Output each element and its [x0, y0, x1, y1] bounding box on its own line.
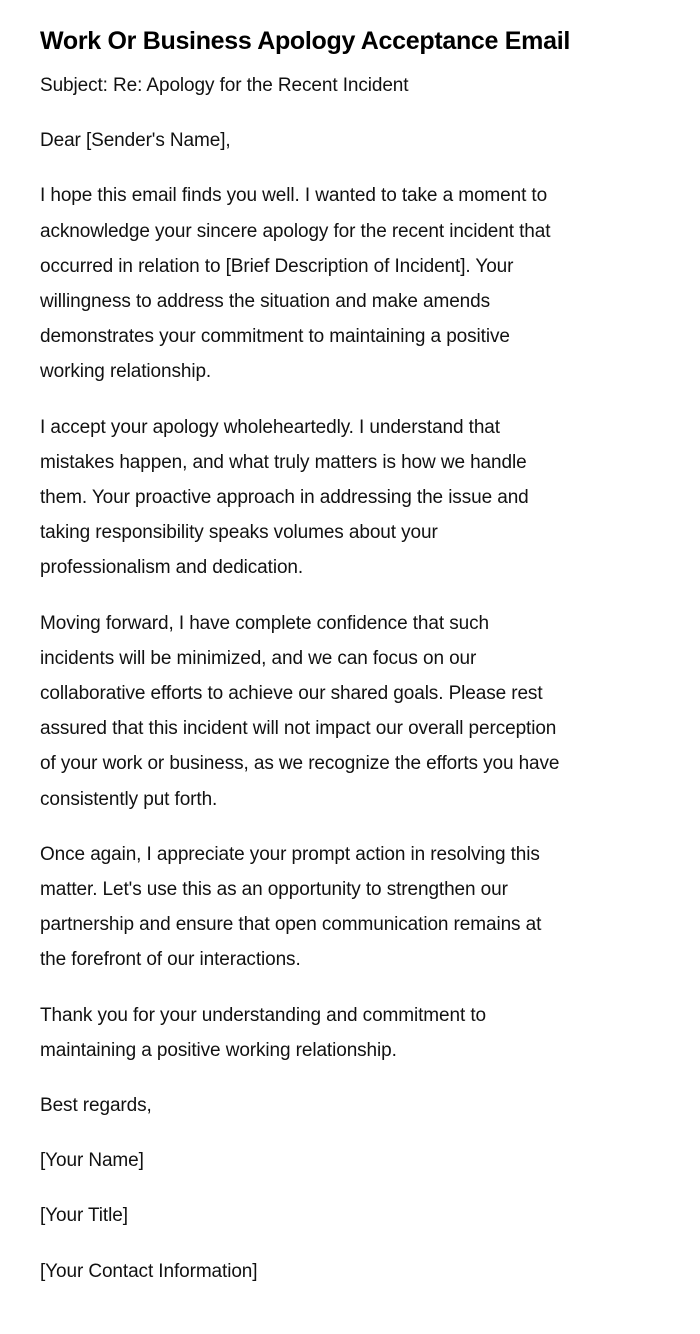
- text-line: I hope this email finds you well. I wanted to take a moment to: [40, 185, 548, 207]
- text-line: working relationship.: [40, 361, 212, 383]
- text-line: demonstrates your commitment to maintaining a positive: [40, 326, 510, 348]
- text-line: acknowledge your sincere apology for the recent incident that: [40, 220, 551, 242]
- text-line: consistently put forth.: [40, 788, 218, 810]
- body-paragraph-3: [40, 606, 660, 817]
- signature-name: [Your Name]: [40, 1150, 144, 1172]
- text-line: Moving forward, I have complete confidence that such: [40, 612, 489, 634]
- text-line: taking responsibility speaks volumes about your: [40, 522, 438, 544]
- text-line: Once again, I appreciate your prompt action in resolving this: [40, 843, 540, 865]
- body-paragraph-5: [40, 998, 660, 1068]
- text-line: partnership and ensure that open communication remains at: [40, 914, 542, 936]
- signature-title: [Your Title]: [40, 1205, 128, 1227]
- text-line: maintaining a positive working relationship.: [40, 1039, 397, 1061]
- text-line: Thank you for your understanding and commitment to: [40, 1004, 486, 1026]
- text-line: collaborative efforts to achieve our shared goals. Please rest: [40, 683, 543, 705]
- email-subject: Subject: Re: Apology for the Recent Incident: [40, 75, 409, 96]
- text-line: the forefront of our interactions.: [40, 949, 301, 971]
- text-line: them. Your proactive approach in addressing the issue and: [40, 487, 529, 509]
- text-line: I accept your apology wholeheartedly. I understand that: [40, 416, 500, 438]
- signature-contact: [Your Contact Information]: [40, 1260, 258, 1282]
- text-line: matter. Let's use this as an opportunity to strengthen our: [40, 879, 508, 901]
- email-greeting: Dear [Sender's Name],: [40, 130, 231, 152]
- text-line: professionalism and dedication.: [40, 557, 304, 579]
- text-line: occurred in relation to [Brief Description of Incident]. Your: [40, 255, 514, 277]
- body-paragraph-1: [40, 178, 660, 389]
- text-line: willingness to address the situation and make amends: [40, 291, 491, 313]
- text-line: incidents will be minimized, and we can focus on our: [40, 647, 477, 669]
- body-paragraph-2: [40, 410, 660, 586]
- text-line: assured that this incident will not impact our overall perception: [40, 718, 557, 740]
- email-closing: Best regards,: [40, 1095, 152, 1117]
- page-title: Work Or Business Apology Acceptance Email: [40, 27, 570, 55]
- text-line: mistakes happen, and what truly matters is how we handle: [40, 451, 527, 473]
- body-paragraph-4: [40, 837, 660, 978]
- text-line: of your work or business, as we recognize the efforts you have: [40, 753, 560, 775]
